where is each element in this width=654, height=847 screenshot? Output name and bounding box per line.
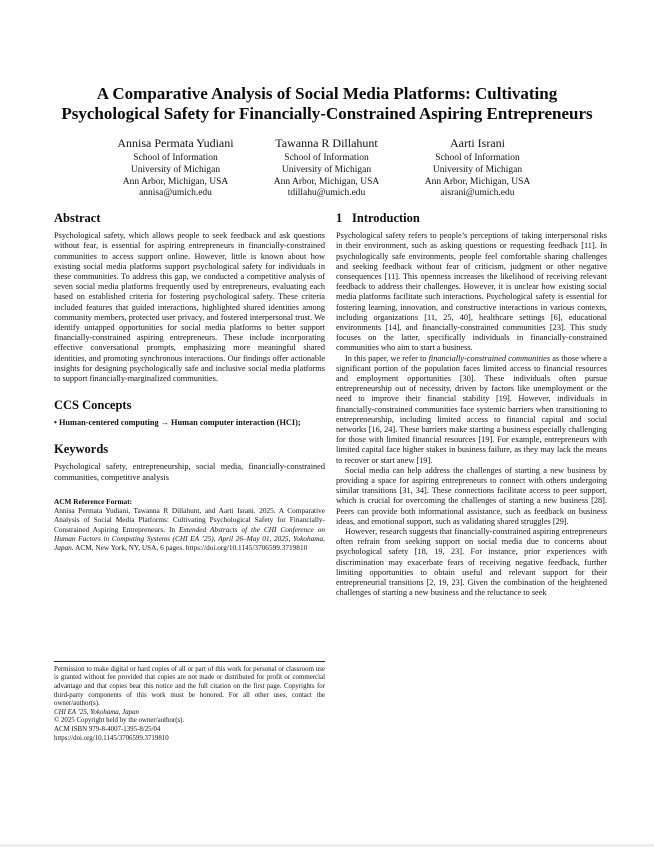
- section-title: Introduction: [352, 211, 420, 226]
- acm-reference-text: Annisa Permata Yudiani, Tawanna R Dillahunt, and Aarti Israni. 2025. A Comparative Analysis of Social Media Platforms: Cultivating Psychological Safety for Financially-Constrained Aspiring Entrepreneurs. In Extended Abstracts of the CHI Conference on Human Factors in Computing Systems (CHI EA ’25), April 26–May 01, 2025, Yokohama, Japan. ACM, New York, NY, USA, 6 pages. https://doi.org/10.1145/3706599.3719810: [54, 506, 325, 553]
- abstract-text: Psychological safety, which allows people to seek feedback and ask questions without fear, is essential for aspiring entrepreneurs in financially-constrained communities to access support online. However, little is known about how existing social media platforms support psychological safety for individuals in these communities. To address this gap, we conducted a competitive analysis of seven social media platforms frequently used by entrepreneurs, evaluating each based on established criteria for fostering psychological safety. These criteria included features that guided interactions, highlighted shared identities among community members, protected user privacy, and fostered interpersonal trust. We identify untapped opportunities for social media platforms to better support financially-constrained aspiring entrepreneurs. These include incorporating effective conversational prompts, emphasizing more meaningful shared identities, and promoting synchronous interactions. Our findings offer actionable insights for designing psychologically safe and inclusive social media platforms to support financially-marginalized communities.: [54, 231, 325, 384]
- keywords-heading: Keywords: [54, 442, 109, 457]
- footnote-doi-link: https://doi.org/10.1145/3706599.3719810: [54, 734, 169, 742]
- author-1: [100, 136, 251, 200]
- intro-paragraph-3: Social media can help address the challenges of starting a new business by providing a space for aspiring entrepreneurs to connect with others undergoing similar transitions [31, 34]. These connections facilitate access to peer support, which is crucial for overcoming the challenges of starting a new business [28]. Peers can provide both informational assistance, such as feedback on business ideas, and emotional support, such as validating shared struggles [29].: [336, 465, 607, 526]
- author-university: University of Michigan: [281, 164, 372, 175]
- author-2: [251, 136, 402, 200]
- author-university: University of Michigan: [130, 164, 221, 175]
- acm-reference-block: [54, 497, 325, 553]
- author-location: Ann Arbor, Michigan, USA: [122, 176, 229, 187]
- author-school: School of Information: [284, 153, 369, 163]
- author-email: annisa@umich.edu: [139, 188, 212, 199]
- introduction-heading: [336, 211, 607, 226]
- left-column: [54, 211, 325, 743]
- author-block: [100, 136, 553, 200]
- author-email: aisrani@umich.edu: [440, 188, 515, 199]
- footnote-copyright: © 2025 Copyright held by the owner/author(s).: [54, 717, 185, 725]
- author-school: School of Information: [435, 153, 520, 163]
- intro-paragraph-1: Psychological safety refers to people’s perceptions of taking interpersonal risks in their environment, such as asking questions or requesting feedback [11]. In psychologically safe environments, people feel comfortable sharing challenges and seeking feedback without fear of criticism, judgment or other negative consequences [11]. This openness increases the likelihood of receiving relevant feedback to address their challenges. However, it is unclear how existing social media platforms facilitate such interactions. Psychological safety is essential for fostering learning, innovation, and constructive interactions in various contexts, including organizations [11, 25, 40], healthcare settings [6], educational environments [14], and financially-constrained communities [23]. This study focuses on the latter, specifically individuals in financially-constrained communities who aim to start a business.: [336, 231, 607, 353]
- author-location: Ann Arbor, Michigan, USA: [424, 176, 531, 187]
- author-email: tdillahu@umich.edu: [287, 188, 366, 199]
- section-number: 1: [336, 211, 343, 226]
- author-school: School of Information: [133, 153, 218, 163]
- ccs-heading: CCS Concepts: [54, 398, 132, 413]
- footnote-rule: [54, 661, 325, 662]
- acm-reference-heading: ACM Reference Format:: [54, 496, 133, 506]
- intro-paragraph-4: However, research suggests that financially-constrained aspiring entrepreneurs often refrain from seeking support on social media due to concerns about psychological safety [18, 19, 23]. For instance, prior experiences with discrimination may exacerbate fears of receiving negative feedback, further limiting opportunities to obtain useful and relevant support for their entrepreneurial transitions [2, 19, 23]. Given the combination of the heightened challenges of starting a new business and the reluctance to seek: [336, 527, 607, 598]
- footnote-isbn: ACM ISBN 979-8-4007-1395-8/25/04: [54, 726, 161, 733]
- paper-title: A Comparative Analysis of Social Media Platforms: Cultivating Psychological Safety for Financially-Constrained Aspiring Entrepreneurs: [61, 84, 593, 123]
- footnote-conference: CHI EA ’25, Yokohama, Japan: [54, 708, 139, 716]
- author-university: University of Michigan: [432, 164, 523, 175]
- two-column-body: [54, 211, 607, 743]
- footnote-block: [54, 661, 325, 743]
- ccs-text: • Human-centered computing → Human computer interaction (HCI);: [54, 418, 301, 428]
- abstract-heading: Abstract: [54, 211, 101, 226]
- author-name: Aarti Israni: [450, 136, 505, 150]
- author-3: [402, 136, 553, 200]
- author-name: Annisa Permata Yudiani: [117, 136, 234, 150]
- footnote-permission: Permission to make digital or hard copies of all or part of this work for personal or classroom use is granted without fee provided that copies are not made or distributed for profit or commercial advantage and that copies bear this notice and the full citation on the first page. Copyrights for third-party components of this work must be honored. For all other uses, contact the owner/author(s).: [54, 665, 325, 708]
- right-column: [336, 211, 607, 743]
- author-location: Ann Arbor, Michigan, USA: [273, 176, 380, 187]
- intro-paragraph-2: In this paper, we refer to financially-constrained communities as those where a significant portion of the population faces limited access to financial resources and employment opportunities [30]. These individuals often pursue entrepreneurship out of necessity, driven by factors like unemployment or the need to improve their financial stability [19]. However, individuals in financially-constrained communities face systemic barriers when transitioning to entrepreneurship, including limited access to financial capital and social networks [16, 24]. These barriers make starting a business especially challenging for those with limited financial resources [19]. For example, entrepreneurs with limited capital face higher stakes in business failure, as they may lack the means to recover or start anew [19].: [336, 353, 607, 465]
- author-name: Tawanna R Dillahunt: [275, 136, 378, 150]
- keywords-text: Psychological safety, entrepreneurship, social media, financially-constrained communities, competitive analysis: [54, 462, 325, 482]
